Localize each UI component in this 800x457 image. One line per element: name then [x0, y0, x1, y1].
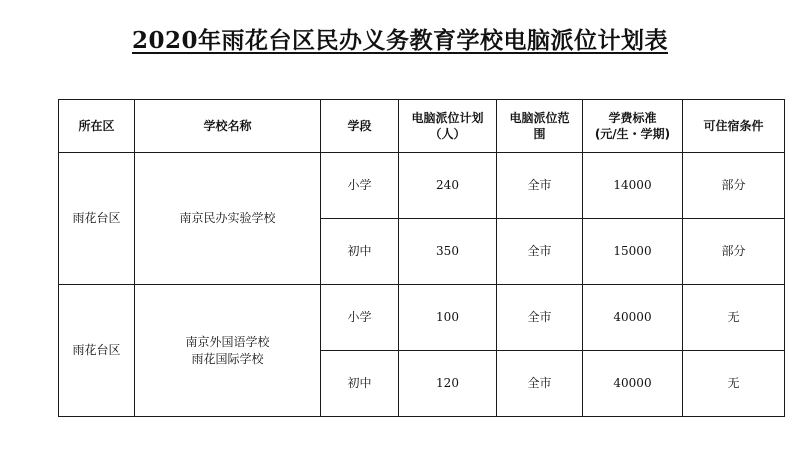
- district-cell: 雨花台区: [59, 285, 135, 417]
- fee-cell: 40000: [583, 351, 683, 417]
- plan-cell: 240: [399, 153, 497, 219]
- fee-cell: 14000: [583, 153, 683, 219]
- scope-cell: 全市: [497, 285, 583, 351]
- district-cell: 雨花台区: [59, 153, 135, 285]
- school-name-cell: [135, 153, 321, 285]
- stage-cell: 初中: [321, 219, 399, 285]
- school-name-cell: [135, 285, 321, 417]
- page-title: 2020年雨花台区民办义务教育学校电脑派位计划表: [131, 27, 668, 54]
- school-name-line: 南京外国语学校: [185, 334, 270, 349]
- header-scope-line1: 电脑派位范: [509, 111, 570, 125]
- scope-cell: 全市: [497, 219, 583, 285]
- plan-cell: 120: [399, 351, 497, 417]
- school-name-line: 雨花国际学校: [191, 351, 264, 366]
- stage-cell: 小学: [321, 285, 399, 351]
- header-fee-line1: 学费标准: [608, 111, 657, 125]
- table-row: [59, 153, 785, 219]
- header-plan-line2: （人）: [429, 127, 466, 141]
- header-plan-line1: 电脑派位计划: [411, 111, 484, 125]
- scope-cell: 全市: [497, 351, 583, 417]
- header-boarding: 可住宿条件: [683, 100, 785, 153]
- header-plan: [399, 100, 497, 153]
- header-scope-line2: 围: [533, 127, 546, 141]
- scope-cell: 全市: [497, 153, 583, 219]
- plan-table: [58, 99, 785, 417]
- boarding-cell: 部分: [683, 153, 785, 219]
- school-name-line: 南京民办实验学校: [179, 211, 276, 225]
- stage-cell: 初中: [321, 351, 399, 417]
- table-row: [59, 285, 785, 351]
- fee-cell: 40000: [583, 285, 683, 351]
- stage-cell: 小学: [321, 153, 399, 219]
- fee-cell: 15000: [583, 219, 683, 285]
- header-fee-line2: (元/生・学期): [594, 127, 671, 141]
- header-row: [59, 100, 785, 153]
- header-school-name: 学校名称: [135, 100, 321, 153]
- header-scope: [497, 100, 583, 153]
- plan-cell: 350: [399, 219, 497, 285]
- plan-cell: 100: [399, 285, 497, 351]
- header-fee: [583, 100, 683, 153]
- header-stage: 学段: [321, 100, 399, 153]
- boarding-cell: 部分: [683, 219, 785, 285]
- header-district: 所在区: [59, 100, 135, 153]
- boarding-cell: 无: [683, 285, 785, 351]
- boarding-cell: 无: [683, 351, 785, 417]
